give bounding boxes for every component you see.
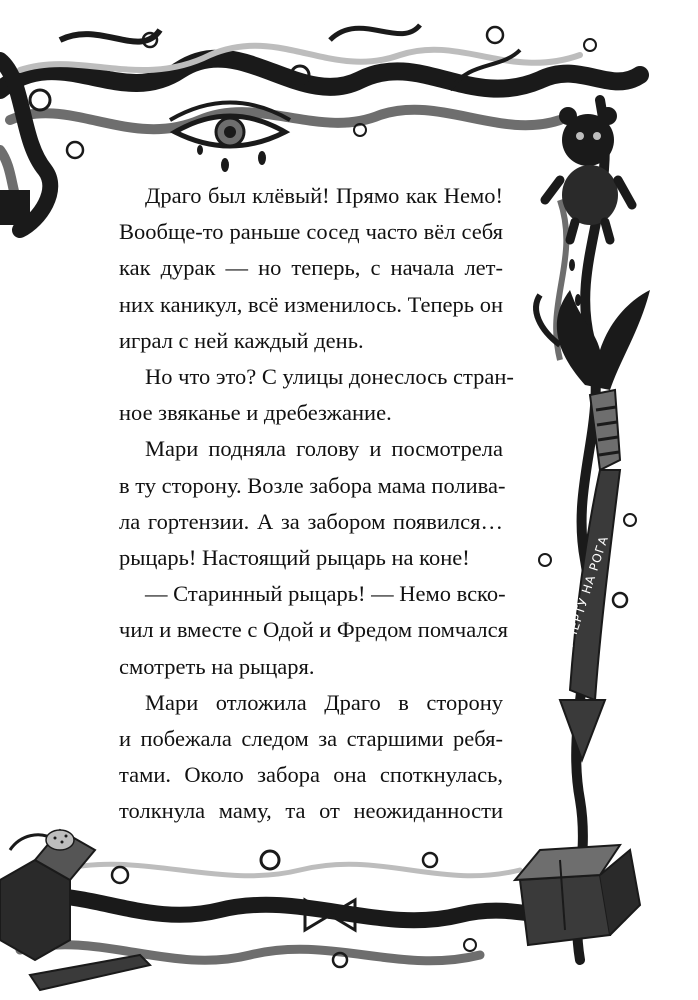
text-line: смотреть на рыцаря. <box>119 653 315 679</box>
text-line: Драго был клёвый! Прямо как Немо! <box>145 183 503 208</box>
text-line: Вообще-то раньше сосед часто вёл себя <box>119 219 503 245</box>
text-line: как дурак — но теперь, с начала лет- <box>119 255 503 281</box>
text-line: в ту сторону. Возле забора мама полива- <box>119 472 506 498</box>
paragraph-4 <box>93 576 508 685</box>
text-line: Но что это? С улицы донеслось стран- <box>145 364 514 390</box>
story-text <box>93 178 514 830</box>
treasure-chest-icon <box>515 845 640 945</box>
flame-tail-icon <box>536 290 650 390</box>
text-line: рыцарь! Настоящий рыцарь на коне! <box>119 545 470 571</box>
text-line: Мари отложила Драго в сторону <box>145 689 503 715</box>
paragraph-5 <box>93 685 503 830</box>
text-line: ное звяканье и дребезжание. <box>119 400 392 426</box>
text-line: чил и вместе с Одой и Фредом помчался <box>119 617 508 643</box>
text-line: них каникул, всё изменилось. Теперь он <box>119 291 503 317</box>
paragraph-1 <box>93 178 503 359</box>
text-line: — Старинный рыцарь! — Немо вско- <box>145 581 506 607</box>
text-line: играл с ней каждый день. <box>119 327 364 353</box>
top-vine-border <box>0 25 640 172</box>
text-line: тами. Около забора она споткнулась, <box>119 762 503 788</box>
text-line: и побежала следом за старшими ребя- <box>119 726 503 752</box>
signpost-label: К ЧЁРТУ НА РОГА <box>560 533 612 655</box>
paragraph-3 <box>93 431 506 576</box>
right-vine-border <box>539 100 636 960</box>
top-left-corner-vines <box>0 60 50 230</box>
text-line: Мари подняла голову и посмотрела <box>145 436 503 462</box>
text-line: толкнула маму, та от неожиданности <box>119 798 503 824</box>
text-line: ла гортензии. А за забором появился… <box>119 508 503 534</box>
paragraph-2 <box>93 359 514 431</box>
teddy-bear-icon <box>545 107 632 240</box>
